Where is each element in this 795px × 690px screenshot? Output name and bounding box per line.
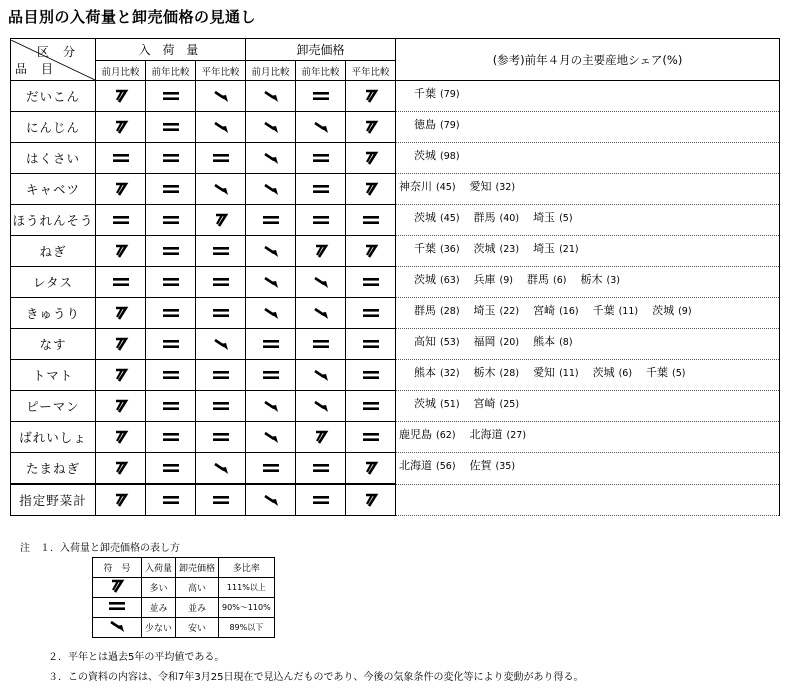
share-entry (533, 240, 579, 256)
down-arrow-icon (196, 174, 246, 205)
equal-icon (196, 360, 246, 391)
share-cell (396, 143, 780, 174)
price-group-header: 卸売価格 (246, 39, 396, 61)
down-arrow-icon (246, 422, 296, 453)
share-entry (414, 85, 460, 101)
share-cell (396, 205, 780, 236)
equal-icon (296, 329, 346, 360)
legend-volume: 少ない (142, 618, 176, 638)
share-cell (396, 329, 780, 360)
legend-volume: 多い (142, 578, 176, 598)
share-entry (414, 147, 460, 163)
share-region: 熊本 (414, 366, 437, 379)
share-percent: (11) (559, 368, 579, 379)
share-entry (580, 271, 619, 287)
legend-price: 並み (176, 598, 219, 618)
total-row (11, 484, 780, 516)
item-name: たまねぎ (11, 453, 96, 485)
share-cell (396, 422, 780, 453)
up-arrow-icon (96, 360, 146, 391)
table-row (11, 267, 780, 298)
share-region: 埼玉 (533, 211, 556, 224)
up-arrow-icon (96, 391, 146, 422)
share-percent: (8) (559, 337, 573, 348)
share-entry (533, 333, 572, 349)
equal-icon (296, 484, 346, 516)
down-arrow-icon (246, 267, 296, 298)
down-arrow-icon (246, 174, 296, 205)
equal-icon (146, 329, 196, 360)
table-row (11, 236, 780, 267)
share-region: 埼玉 (473, 304, 496, 317)
share-entry (474, 333, 520, 349)
share-region: 福岡 (473, 335, 496, 348)
down-arrow-icon (93, 618, 142, 638)
item-name: ねぎ (11, 236, 96, 267)
up-arrow-icon (93, 578, 142, 598)
share-percent: (62) (436, 430, 456, 441)
equal-icon (146, 81, 196, 112)
share-region: 茨城 (414, 149, 437, 162)
up-arrow-icon (96, 453, 146, 485)
legend-row (93, 618, 275, 638)
share-percent: (36) (440, 244, 460, 255)
equal-icon (146, 267, 196, 298)
share-entry (533, 364, 579, 380)
share-region: 栃木 (580, 273, 603, 286)
table-row (11, 112, 780, 143)
down-arrow-icon (246, 81, 296, 112)
subheader-2: 平年比較 (196, 61, 246, 81)
share-entry (470, 178, 516, 194)
share-cell (396, 174, 780, 205)
equal-icon (96, 267, 146, 298)
up-arrow-icon (346, 236, 396, 267)
share-entry (399, 426, 456, 442)
share-region: 北海道 (399, 459, 433, 472)
corner-item-label: 品目 (15, 61, 68, 76)
corner-category-label: 区分 (36, 44, 89, 59)
share-entry (646, 364, 685, 380)
up-arrow-icon (346, 174, 396, 205)
down-arrow-icon (246, 391, 296, 422)
share-region: 茨城 (414, 211, 437, 224)
up-arrow-icon (96, 112, 146, 143)
legend-table (92, 557, 275, 638)
share-region: 茨城 (414, 273, 437, 286)
share-entry (474, 302, 520, 318)
subheader-1: 前年比較 (146, 61, 196, 81)
share-region: 愛知 (469, 180, 492, 193)
equal-icon (96, 143, 146, 174)
table-row (11, 422, 780, 453)
equal-icon (196, 267, 246, 298)
equal-icon (196, 236, 246, 267)
equal-icon (93, 598, 142, 618)
share-entry (470, 457, 516, 473)
item-name: 指定野菜計 (11, 484, 96, 516)
share-region: 茨城 (592, 366, 615, 379)
share-entry (474, 209, 520, 225)
up-arrow-icon (346, 112, 396, 143)
equal-icon (346, 391, 396, 422)
share-percent: (32) (440, 368, 460, 379)
share-region: 佐賀 (469, 459, 492, 472)
item-name: トマト (11, 360, 96, 391)
share-entry (414, 240, 460, 256)
share-percent: (98) (440, 151, 460, 162)
equal-icon (146, 205, 196, 236)
up-arrow-icon (296, 236, 346, 267)
up-arrow-icon (296, 422, 346, 453)
equal-icon (346, 205, 396, 236)
legend-ratio: 111%以上 (219, 578, 275, 598)
item-name: なす (11, 329, 96, 360)
down-arrow-icon (296, 112, 346, 143)
equal-icon (196, 484, 246, 516)
share-cell (396, 391, 780, 422)
subheader-3: 前月比較 (246, 61, 296, 81)
equal-icon (96, 205, 146, 236)
share-percent: (45) (440, 213, 460, 224)
share-entry (533, 302, 579, 318)
share-percent: (9) (499, 275, 514, 286)
legend-header-2: 卸売価格 (176, 558, 219, 578)
equal-icon (346, 422, 396, 453)
share-entry (474, 364, 520, 380)
share-percent: (79) (440, 89, 460, 100)
equal-icon (146, 422, 196, 453)
share-region: 神奈川 (399, 180, 433, 193)
share-region: 北海道 (469, 428, 503, 441)
equal-icon (346, 329, 396, 360)
legend-row (93, 598, 275, 618)
table-row (11, 329, 780, 360)
up-arrow-icon (96, 174, 146, 205)
legend-volume: 並み (142, 598, 176, 618)
equal-icon (146, 174, 196, 205)
down-arrow-icon (296, 391, 346, 422)
equal-icon (196, 298, 246, 329)
share-cell (396, 267, 780, 298)
down-arrow-icon (196, 453, 246, 485)
share-percent: (23) (499, 244, 520, 255)
equal-icon (296, 205, 346, 236)
note-1: 注 １．入荷量と卸売価格の表し方 (20, 543, 180, 554)
share-region: 群馬 (414, 304, 437, 317)
share-percent: (79) (440, 120, 460, 131)
equal-icon (146, 360, 196, 391)
share-percent: (53) (440, 337, 460, 348)
note-2: ２．平年とは過去5年の平均値である。 (48, 652, 225, 663)
up-arrow-icon (96, 329, 146, 360)
share-entry (399, 457, 456, 473)
share-percent: (45) (436, 182, 456, 193)
up-arrow-icon (196, 205, 246, 236)
up-arrow-icon (96, 422, 146, 453)
share-entry (399, 178, 456, 194)
share-region: 群馬 (473, 211, 496, 224)
equal-icon (346, 360, 396, 391)
up-arrow-icon (346, 484, 396, 516)
equal-icon (296, 453, 346, 485)
up-arrow-icon (346, 81, 396, 112)
share-entry (470, 426, 527, 442)
table-row (11, 143, 780, 174)
equal-icon (346, 267, 396, 298)
equal-icon (196, 422, 246, 453)
equal-icon (146, 453, 196, 485)
share-entry (533, 209, 572, 225)
equal-icon (146, 484, 196, 516)
equal-icon (196, 143, 246, 174)
equal-icon (296, 81, 346, 112)
item-name: キャベツ (11, 174, 96, 205)
down-arrow-icon (296, 298, 346, 329)
share-entry (414, 116, 460, 132)
table-row (11, 360, 780, 391)
table-row (11, 174, 780, 205)
share-region: 宮崎 (533, 304, 556, 317)
share-percent: (11) (618, 306, 639, 317)
equal-icon (146, 236, 196, 267)
equal-icon (246, 205, 296, 236)
share-region: 茨城 (652, 304, 675, 317)
legend-ratio: 90%～110% (219, 598, 275, 618)
up-arrow-icon (96, 484, 146, 516)
header-corner (11, 39, 96, 81)
share-region: 愛知 (533, 366, 556, 379)
share-region: 茨城 (473, 242, 496, 255)
note-3: ３．この資料の内容は、令和7年3月25日現在で見込んだものであり、今後の気象条件の変化等により変動があり得る。 (48, 672, 584, 683)
share-percent: (27) (506, 430, 527, 441)
equal-icon (196, 391, 246, 422)
equal-icon (146, 298, 196, 329)
legend-header-0: 符 号 (93, 558, 142, 578)
share-cell (396, 298, 780, 329)
share-region: 群馬 (527, 273, 550, 286)
item-name: ほうれんそう (11, 205, 96, 236)
share-percent: (28) (440, 306, 460, 317)
down-arrow-icon (246, 236, 296, 267)
up-arrow-icon (96, 81, 146, 112)
page-title: 品目別の入荷量と卸売価格の見通し (8, 8, 257, 26)
share-region: 千葉 (592, 304, 615, 317)
down-arrow-icon (196, 81, 246, 112)
up-arrow-icon (346, 143, 396, 174)
down-arrow-icon (246, 112, 296, 143)
share-entry (414, 395, 460, 411)
table-row (11, 453, 780, 485)
share-region: 栃木 (473, 366, 496, 379)
share-percent: (21) (559, 244, 579, 255)
share-region: 千葉 (414, 87, 437, 100)
item-name: ピーマン (11, 391, 96, 422)
item-name: きゅうり (11, 298, 96, 329)
share-cell (396, 484, 780, 516)
volume-group-header: 入 荷 量 (96, 39, 246, 61)
table-row (11, 205, 780, 236)
share-region: 徳島 (414, 118, 437, 131)
share-entry (474, 395, 520, 411)
share-entry (527, 271, 566, 287)
subheader-5: 平年比較 (346, 61, 396, 81)
share-percent: (6) (553, 275, 567, 286)
share-region: 鹿児島 (399, 428, 433, 441)
share-percent: (51) (440, 399, 460, 410)
share-percent: (5) (559, 213, 573, 224)
share-entry (414, 302, 460, 318)
share-percent: (32) (495, 182, 516, 193)
share-percent: (16) (559, 306, 579, 317)
share-region: 宮崎 (473, 397, 496, 410)
share-cell (396, 81, 780, 112)
legend-price: 安い (176, 618, 219, 638)
share-region: 埼玉 (533, 242, 556, 255)
share-cell (396, 112, 780, 143)
up-arrow-icon (346, 453, 396, 485)
share-cell (396, 453, 780, 485)
equal-icon (146, 112, 196, 143)
equal-icon (246, 329, 296, 360)
equal-icon (296, 174, 346, 205)
down-arrow-icon (296, 267, 346, 298)
share-percent: (5) (672, 368, 686, 379)
item-name: レタス (11, 267, 96, 298)
share-entry (474, 271, 513, 287)
table-row (11, 391, 780, 422)
share-percent: (40) (499, 213, 520, 224)
legend-header-3: 多比率 (219, 558, 275, 578)
share-percent: (3) (606, 275, 620, 286)
share-entry (474, 240, 520, 256)
share-region: 千葉 (414, 242, 437, 255)
share-percent: (28) (499, 368, 520, 379)
down-arrow-icon (246, 143, 296, 174)
share-region: 千葉 (646, 366, 669, 379)
share-entry (414, 333, 460, 349)
share-percent: (35) (495, 461, 516, 472)
legend-price: 高い (176, 578, 219, 598)
share-percent: (20) (499, 337, 520, 348)
down-arrow-icon (296, 360, 346, 391)
share-percent: (56) (436, 461, 456, 472)
down-arrow-icon (246, 484, 296, 516)
down-arrow-icon (196, 112, 246, 143)
outlook-table (10, 38, 780, 516)
subheader-4: 前年比較 (296, 61, 346, 81)
legend-row (93, 578, 275, 598)
share-percent: (25) (499, 399, 520, 410)
item-name: ばれいしょ (11, 422, 96, 453)
table-row (11, 81, 780, 112)
equal-icon (146, 143, 196, 174)
share-entry (414, 271, 460, 287)
share-region: 熊本 (533, 335, 556, 348)
share-percent: (9) (678, 306, 692, 317)
up-arrow-icon (96, 298, 146, 329)
item-name: はくさい (11, 143, 96, 174)
share-header: (参考)前年４月の主要産地シェア(%) (396, 39, 780, 81)
equal-icon (246, 360, 296, 391)
share-entry (414, 209, 460, 225)
share-cell (396, 236, 780, 267)
subheader-0: 前月比較 (96, 61, 146, 81)
legend-header-1: 入荷量 (142, 558, 176, 578)
share-percent: (63) (440, 275, 460, 286)
share-entry (593, 302, 639, 318)
share-entry (414, 364, 460, 380)
item-name: にんじん (11, 112, 96, 143)
legend-ratio: 89%以下 (219, 618, 275, 638)
share-region: 高知 (414, 335, 437, 348)
share-entry (652, 302, 691, 318)
table-row (11, 298, 780, 329)
equal-icon (346, 298, 396, 329)
down-arrow-icon (246, 298, 296, 329)
share-entry (593, 364, 632, 380)
share-region: 兵庫 (473, 273, 496, 286)
share-percent: (6) (618, 368, 633, 379)
item-name: だいこん (11, 81, 96, 112)
share-region: 茨城 (414, 397, 437, 410)
share-percent: (22) (499, 306, 520, 317)
down-arrow-icon (196, 329, 246, 360)
share-cell (396, 360, 780, 391)
equal-icon (246, 453, 296, 485)
equal-icon (296, 143, 346, 174)
up-arrow-icon (96, 236, 146, 267)
equal-icon (146, 391, 196, 422)
